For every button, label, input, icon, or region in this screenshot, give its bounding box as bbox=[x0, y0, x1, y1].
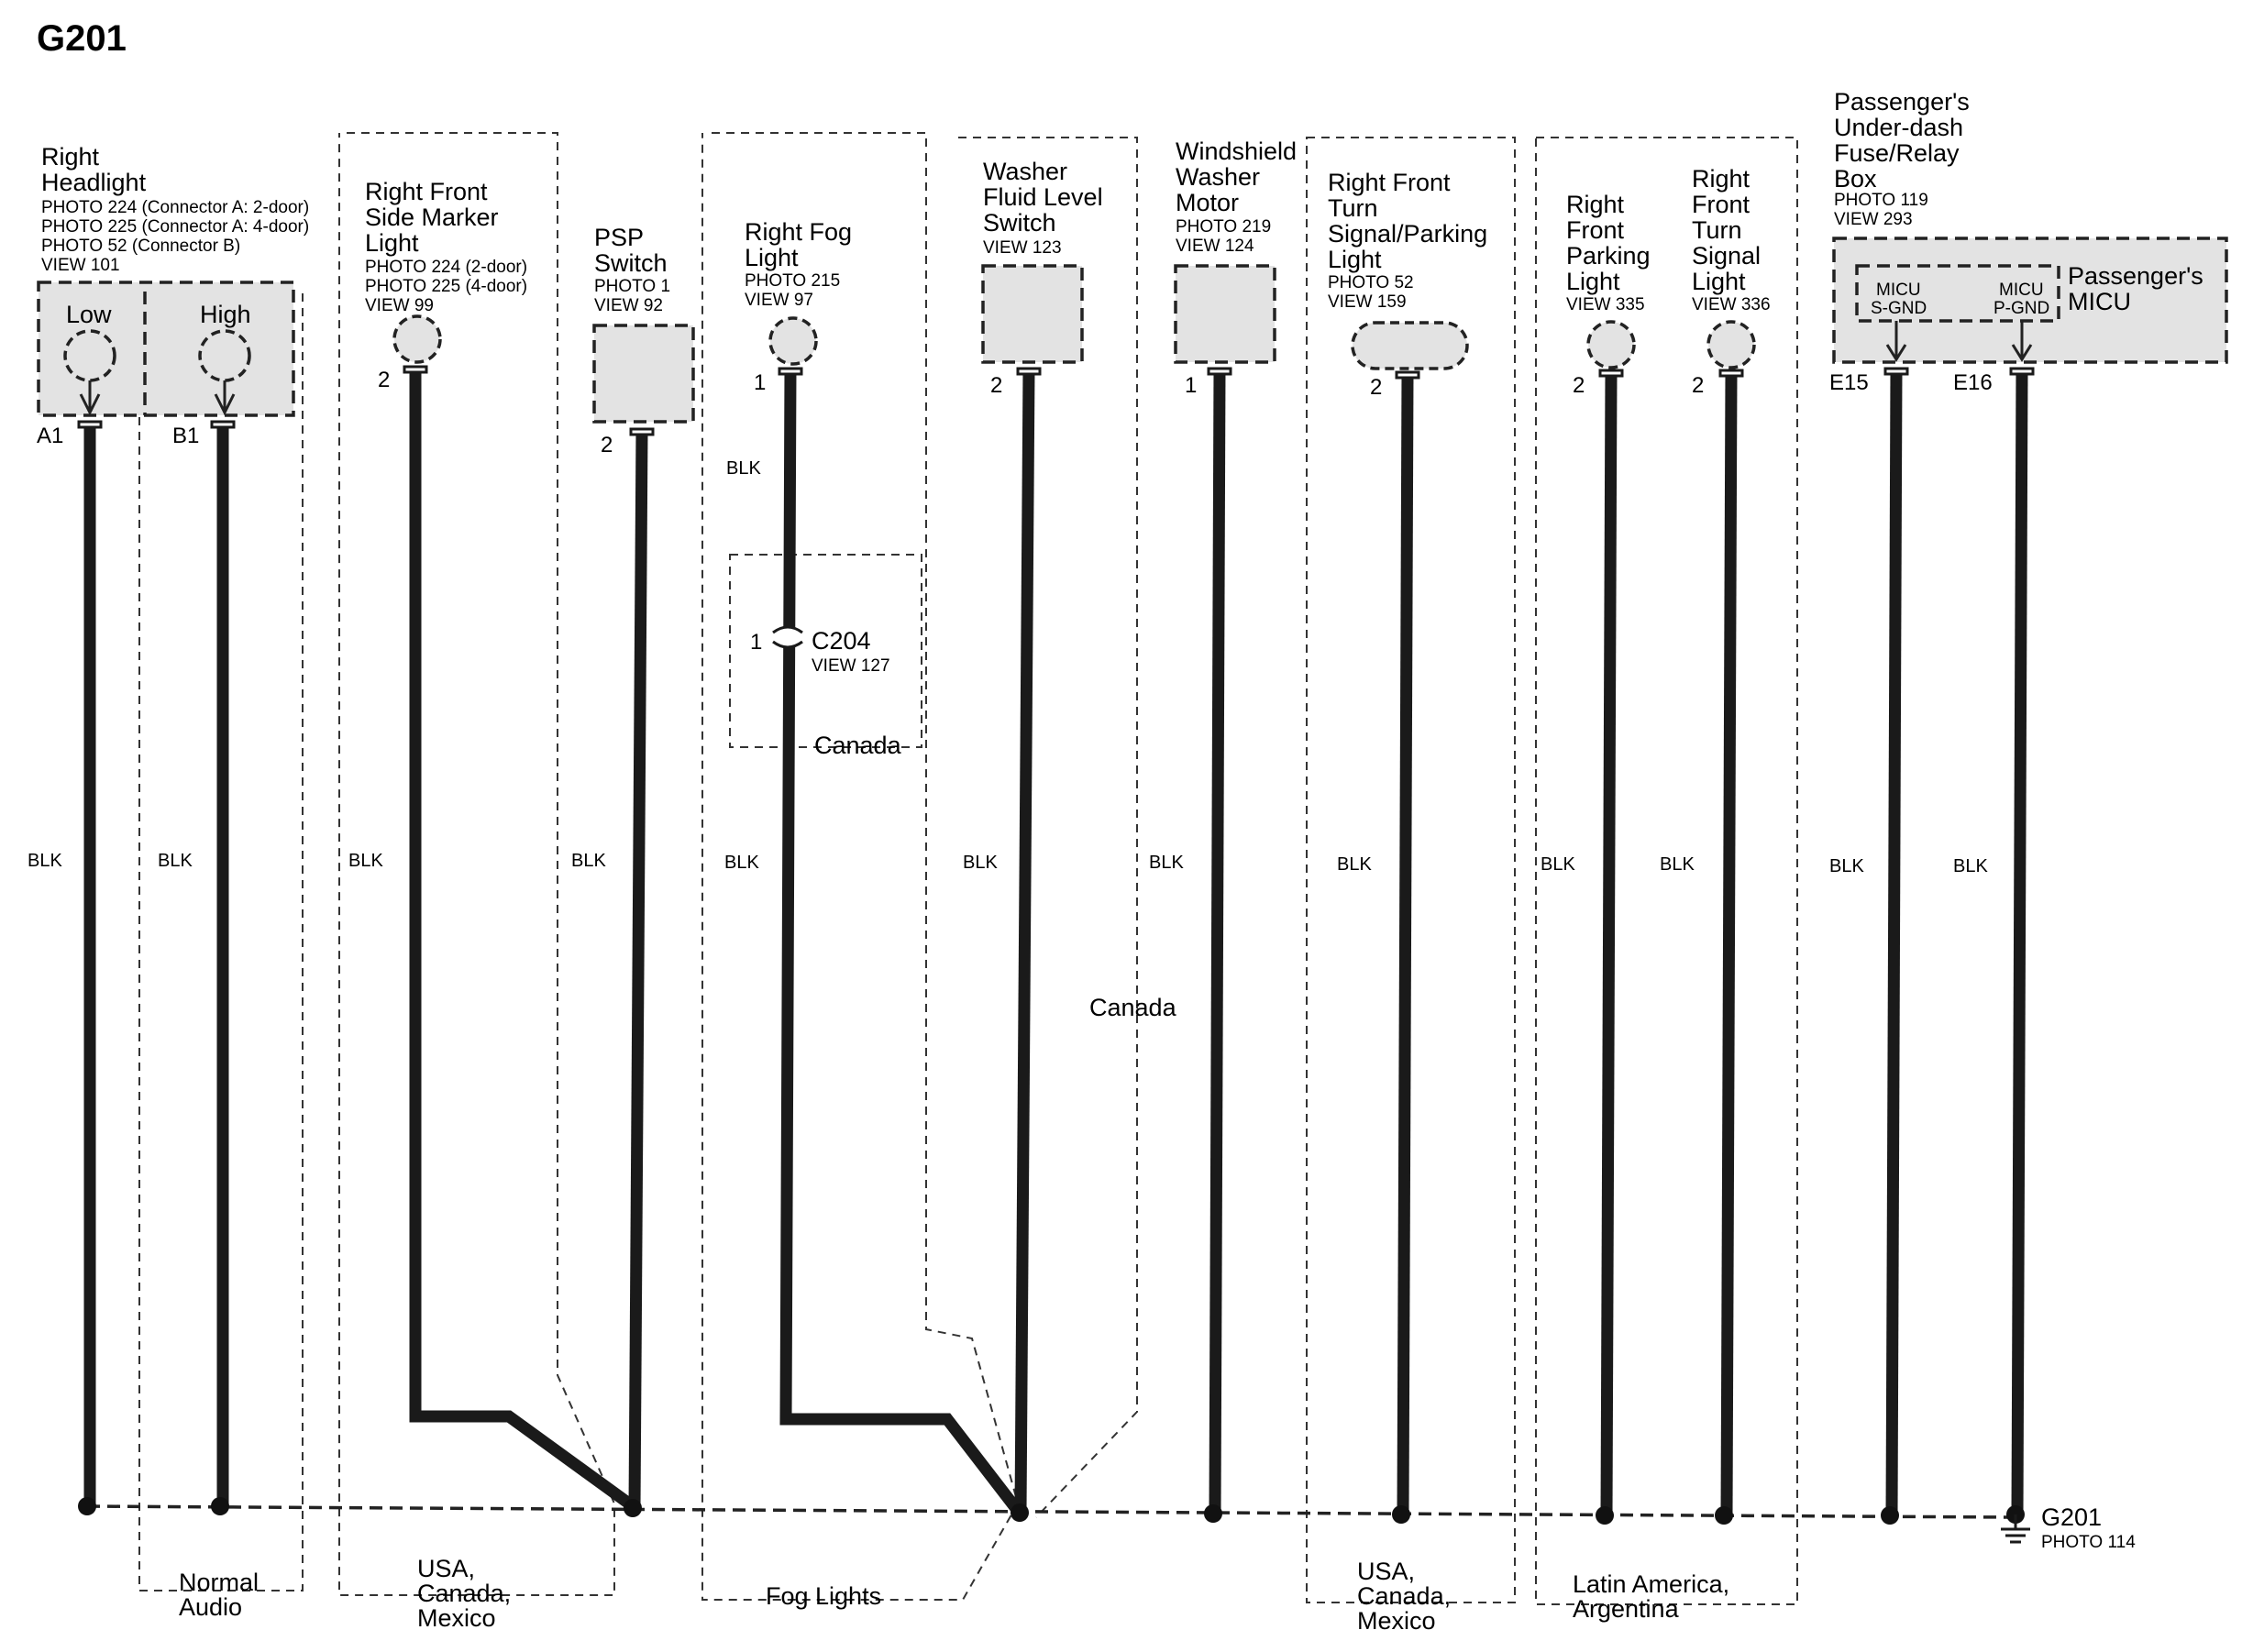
wire-washer-switch bbox=[1021, 369, 1029, 1511]
washer-switch-pin: 2 bbox=[990, 373, 1003, 398]
fog-ref-1: PHOTO 215 bbox=[745, 271, 841, 291]
pin-stub-b1 bbox=[212, 422, 234, 427]
wire-side-marker bbox=[415, 367, 633, 1506]
wire-turn-parking bbox=[1403, 373, 1408, 1513]
wire-fog-light bbox=[786, 369, 1018, 1511]
splice-node-parking bbox=[1596, 1506, 1614, 1525]
canada-c204-label: Canada bbox=[814, 732, 901, 759]
turn-signal-title-4: Signal bbox=[1692, 242, 1762, 270]
headlight-title-2: Headlight bbox=[41, 169, 147, 196]
psp-ref-1: PHOTO 1 bbox=[594, 277, 671, 296]
latin-america-label-1: Latin America, bbox=[1573, 1570, 1730, 1598]
splice-node-psp bbox=[624, 1499, 642, 1517]
turn-signal-title-5: Light bbox=[1692, 268, 1746, 295]
turn-parking-ref-2: VIEW 159 bbox=[1328, 292, 1407, 312]
fuse-box-title-3: Fuse/Relay bbox=[1834, 139, 1960, 167]
washer-switch-title-1: Washer bbox=[983, 158, 1068, 185]
c204-pin: 1 bbox=[750, 630, 763, 655]
wire-color-parking: BLK bbox=[1541, 854, 1575, 875]
side-marker-pin: 2 bbox=[378, 368, 391, 392]
headlight-pin-b1: B1 bbox=[172, 424, 200, 448]
wire-color-washer-motor: BLK bbox=[1149, 853, 1184, 873]
fuse-box-pin-e15: E15 bbox=[1829, 370, 1869, 395]
wire-color-e16: BLK bbox=[1953, 856, 1988, 876]
side-marker-ref-1: PHOTO 224 (2-door) bbox=[365, 258, 528, 277]
psp-ref-2: VIEW 92 bbox=[594, 296, 663, 315]
wire-color-side-marker: BLK bbox=[348, 851, 383, 871]
washer-motor-title-2: Washer bbox=[1176, 163, 1261, 191]
psp-switch-box bbox=[594, 325, 693, 422]
washer-motor-title-1: Windshield bbox=[1176, 138, 1298, 165]
canada-washer-label: Canada bbox=[1089, 994, 1176, 1021]
usa-side-label-1: USA, bbox=[417, 1555, 476, 1582]
c204-view: VIEW 127 bbox=[812, 656, 890, 676]
washer-switch-title-2: Fluid Level bbox=[983, 183, 1103, 211]
wire-color-turn-parking: BLK bbox=[1337, 854, 1372, 875]
wire-color-psp: BLK bbox=[571, 851, 606, 871]
fog-light-bulb-icon bbox=[770, 318, 816, 364]
wire-parking-light bbox=[1607, 371, 1611, 1514]
turn-parking-ref-1: PHOTO 52 bbox=[1328, 273, 1414, 292]
fog-ref-2: VIEW 97 bbox=[745, 291, 813, 310]
headlight-pin-a1: A1 bbox=[37, 424, 64, 448]
normal-audio-label-1: Normal bbox=[179, 1569, 260, 1596]
pin-stubs bbox=[79, 367, 2033, 435]
wire-psp-switch bbox=[635, 431, 642, 1506]
fuse-box-ref-1: PHOTO 119 bbox=[1834, 191, 1928, 210]
pin-stub-psp bbox=[631, 429, 653, 435]
pin-stub-washer-switch bbox=[1018, 369, 1040, 374]
side-marker-title-2: Side Marker bbox=[365, 204, 499, 231]
side-marker-title-3: Light bbox=[365, 229, 419, 257]
fog-title-1: Right Fog bbox=[745, 218, 853, 246]
turn-signal-bulb-icon bbox=[1708, 322, 1754, 368]
fog-title-2: Light bbox=[745, 244, 799, 271]
washer-motor-ref-1: PHOTO 219 bbox=[1176, 217, 1272, 237]
turn-parking-pin: 2 bbox=[1370, 375, 1383, 400]
high-beam-bulb-icon bbox=[200, 331, 249, 380]
turn-signal-pin: 2 bbox=[1692, 373, 1705, 398]
side-marker-bulb-icon bbox=[394, 316, 440, 362]
low-beam-bulb-icon bbox=[65, 331, 115, 380]
wire-washer-motor bbox=[1215, 369, 1220, 1513]
fog-upper-wire-color: BLK bbox=[726, 458, 761, 479]
fuse-box-title-1: Passenger's bbox=[1834, 88, 1970, 116]
washer-motor-box bbox=[1176, 266, 1275, 362]
micu-pgnd-label-2: P-GND bbox=[1994, 299, 2050, 318]
turn-signal-title-2: Front bbox=[1692, 191, 1751, 218]
splice-node-turn-parking bbox=[1392, 1505, 1410, 1524]
washer-switch-title-3: Switch bbox=[983, 209, 1056, 237]
parking-title-1: Right bbox=[1566, 191, 1625, 218]
headlight-ref-3: PHOTO 52 (Connector B) bbox=[41, 237, 241, 256]
fuse-box-title-4: Box bbox=[1834, 165, 1877, 193]
turn-parking-title-2: Turn bbox=[1328, 194, 1378, 222]
parking-title-2: Front bbox=[1566, 216, 1625, 244]
micu-label-1: Passenger's bbox=[2068, 262, 2203, 290]
wire-color-turn-signal: BLK bbox=[1660, 854, 1695, 875]
washer-motor-ref-2: VIEW 124 bbox=[1176, 237, 1254, 256]
headlight-ref-2: PHOTO 225 (Connector A: 4-door) bbox=[41, 217, 310, 237]
micu-sgnd-label-1: MICU bbox=[1876, 281, 1921, 300]
parking-pin: 2 bbox=[1573, 373, 1585, 398]
usa-turn-label-1: USA, bbox=[1357, 1558, 1416, 1585]
latin-america-label-2: Argentina bbox=[1573, 1595, 1679, 1623]
wire-color-e15: BLK bbox=[1829, 856, 1864, 876]
headlight-title-1: Right bbox=[41, 143, 100, 171]
fog-lights-label: Fog Lights bbox=[766, 1582, 882, 1610]
parking-ref-1: VIEW 335 bbox=[1566, 295, 1645, 314]
turn-signal-title-3: Turn bbox=[1692, 216, 1742, 244]
splice-node-b1 bbox=[211, 1497, 229, 1515]
c204-label: C204 bbox=[812, 627, 871, 655]
headlight-ref-4: VIEW 101 bbox=[41, 256, 120, 275]
pin-stub-side-marker bbox=[404, 367, 426, 372]
wire-micu-pgnd bbox=[2017, 369, 2022, 1513]
wire-color-a1: BLK bbox=[28, 851, 62, 871]
wire-color-b1: BLK bbox=[158, 851, 193, 871]
pin-stub-e15 bbox=[1885, 369, 1907, 374]
wire-micu-sgnd bbox=[1892, 369, 1896, 1514]
turn-signal-title-1: Right bbox=[1692, 165, 1751, 193]
pin-stub-turn-signal bbox=[1720, 370, 1742, 376]
parking-title-4: Light bbox=[1566, 268, 1620, 295]
washer-motor-title-3: Motor bbox=[1176, 189, 1240, 216]
headlight-high-label: High bbox=[200, 301, 251, 328]
psp-pin: 2 bbox=[601, 433, 613, 457]
micu-sgnd-label-2: S-GND bbox=[1871, 299, 1927, 318]
usa-turn-label-2: Canada, bbox=[1357, 1582, 1452, 1610]
page-title: G201 bbox=[37, 18, 127, 59]
pin-stub-a1 bbox=[79, 422, 101, 427]
micu-pgnd-label-1: MICU bbox=[1999, 281, 2044, 300]
turn-parking-title-1: Right Front bbox=[1328, 169, 1451, 196]
side-marker-title-1: Right Front bbox=[365, 178, 488, 205]
headlight-low-label: Low bbox=[66, 301, 112, 328]
wire-color-washer-switch: BLK bbox=[963, 853, 998, 873]
ground-photo-label: PHOTO 114 bbox=[2041, 1533, 2136, 1552]
micu-label-2: MICU bbox=[2068, 288, 2131, 315]
pin-stub-fog bbox=[779, 369, 801, 374]
usa-turn-label-3: Mexico bbox=[1357, 1607, 1436, 1635]
turn-signal-ref-1: VIEW 336 bbox=[1692, 295, 1771, 314]
turn-parking-title-3: Signal/Parking bbox=[1328, 220, 1488, 248]
splice-node-turn-signal bbox=[1715, 1506, 1733, 1525]
side-marker-ref-2: PHOTO 225 (4-door) bbox=[365, 277, 528, 296]
usa-side-label-3: Mexico bbox=[417, 1604, 496, 1632]
fog-pin: 1 bbox=[754, 370, 767, 395]
normal-audio-label-2: Audio bbox=[179, 1593, 243, 1621]
fuse-box-title-2: Under-dash bbox=[1834, 114, 1964, 141]
side-marker-ref-3: VIEW 99 bbox=[365, 296, 434, 315]
turn-parking-bulb-icon bbox=[1353, 323, 1467, 369]
psp-title-2: Switch bbox=[594, 249, 668, 277]
fuse-box-ref-2: VIEW 293 bbox=[1834, 210, 1913, 229]
pin-stub-parking bbox=[1600, 370, 1622, 376]
wire-turn-signal bbox=[1727, 371, 1731, 1514]
splice-node-e15 bbox=[1881, 1506, 1899, 1525]
washer-motor-pin: 1 bbox=[1185, 373, 1198, 398]
parking-title-3: Parking bbox=[1566, 242, 1651, 270]
pin-stub-e16 bbox=[2011, 369, 2033, 374]
pin-stub-turn-parking bbox=[1397, 372, 1419, 378]
splice-node-washer-motor bbox=[1204, 1504, 1222, 1523]
c204-connector-icon bbox=[773, 627, 802, 647]
parking-light-bulb-icon bbox=[1588, 322, 1634, 368]
wire-color-fog: BLK bbox=[724, 853, 759, 873]
headlight-ref-1: PHOTO 224 (Connector A: 2-door) bbox=[41, 198, 310, 217]
psp-title-1: PSP bbox=[594, 224, 645, 251]
turn-parking-title-4: Light bbox=[1328, 246, 1382, 273]
washer-switch-box bbox=[983, 266, 1082, 362]
ground-label: G201 bbox=[2041, 1503, 2103, 1531]
fuse-box-pin-e16: E16 bbox=[1953, 370, 1993, 395]
splice-node-a1 bbox=[78, 1497, 96, 1515]
splice-node-fog bbox=[1011, 1503, 1029, 1522]
usa-side-label-2: Canada, bbox=[417, 1580, 512, 1607]
washer-switch-ref-1: VIEW 123 bbox=[983, 238, 1062, 258]
pin-stub-washer-motor bbox=[1209, 369, 1231, 374]
